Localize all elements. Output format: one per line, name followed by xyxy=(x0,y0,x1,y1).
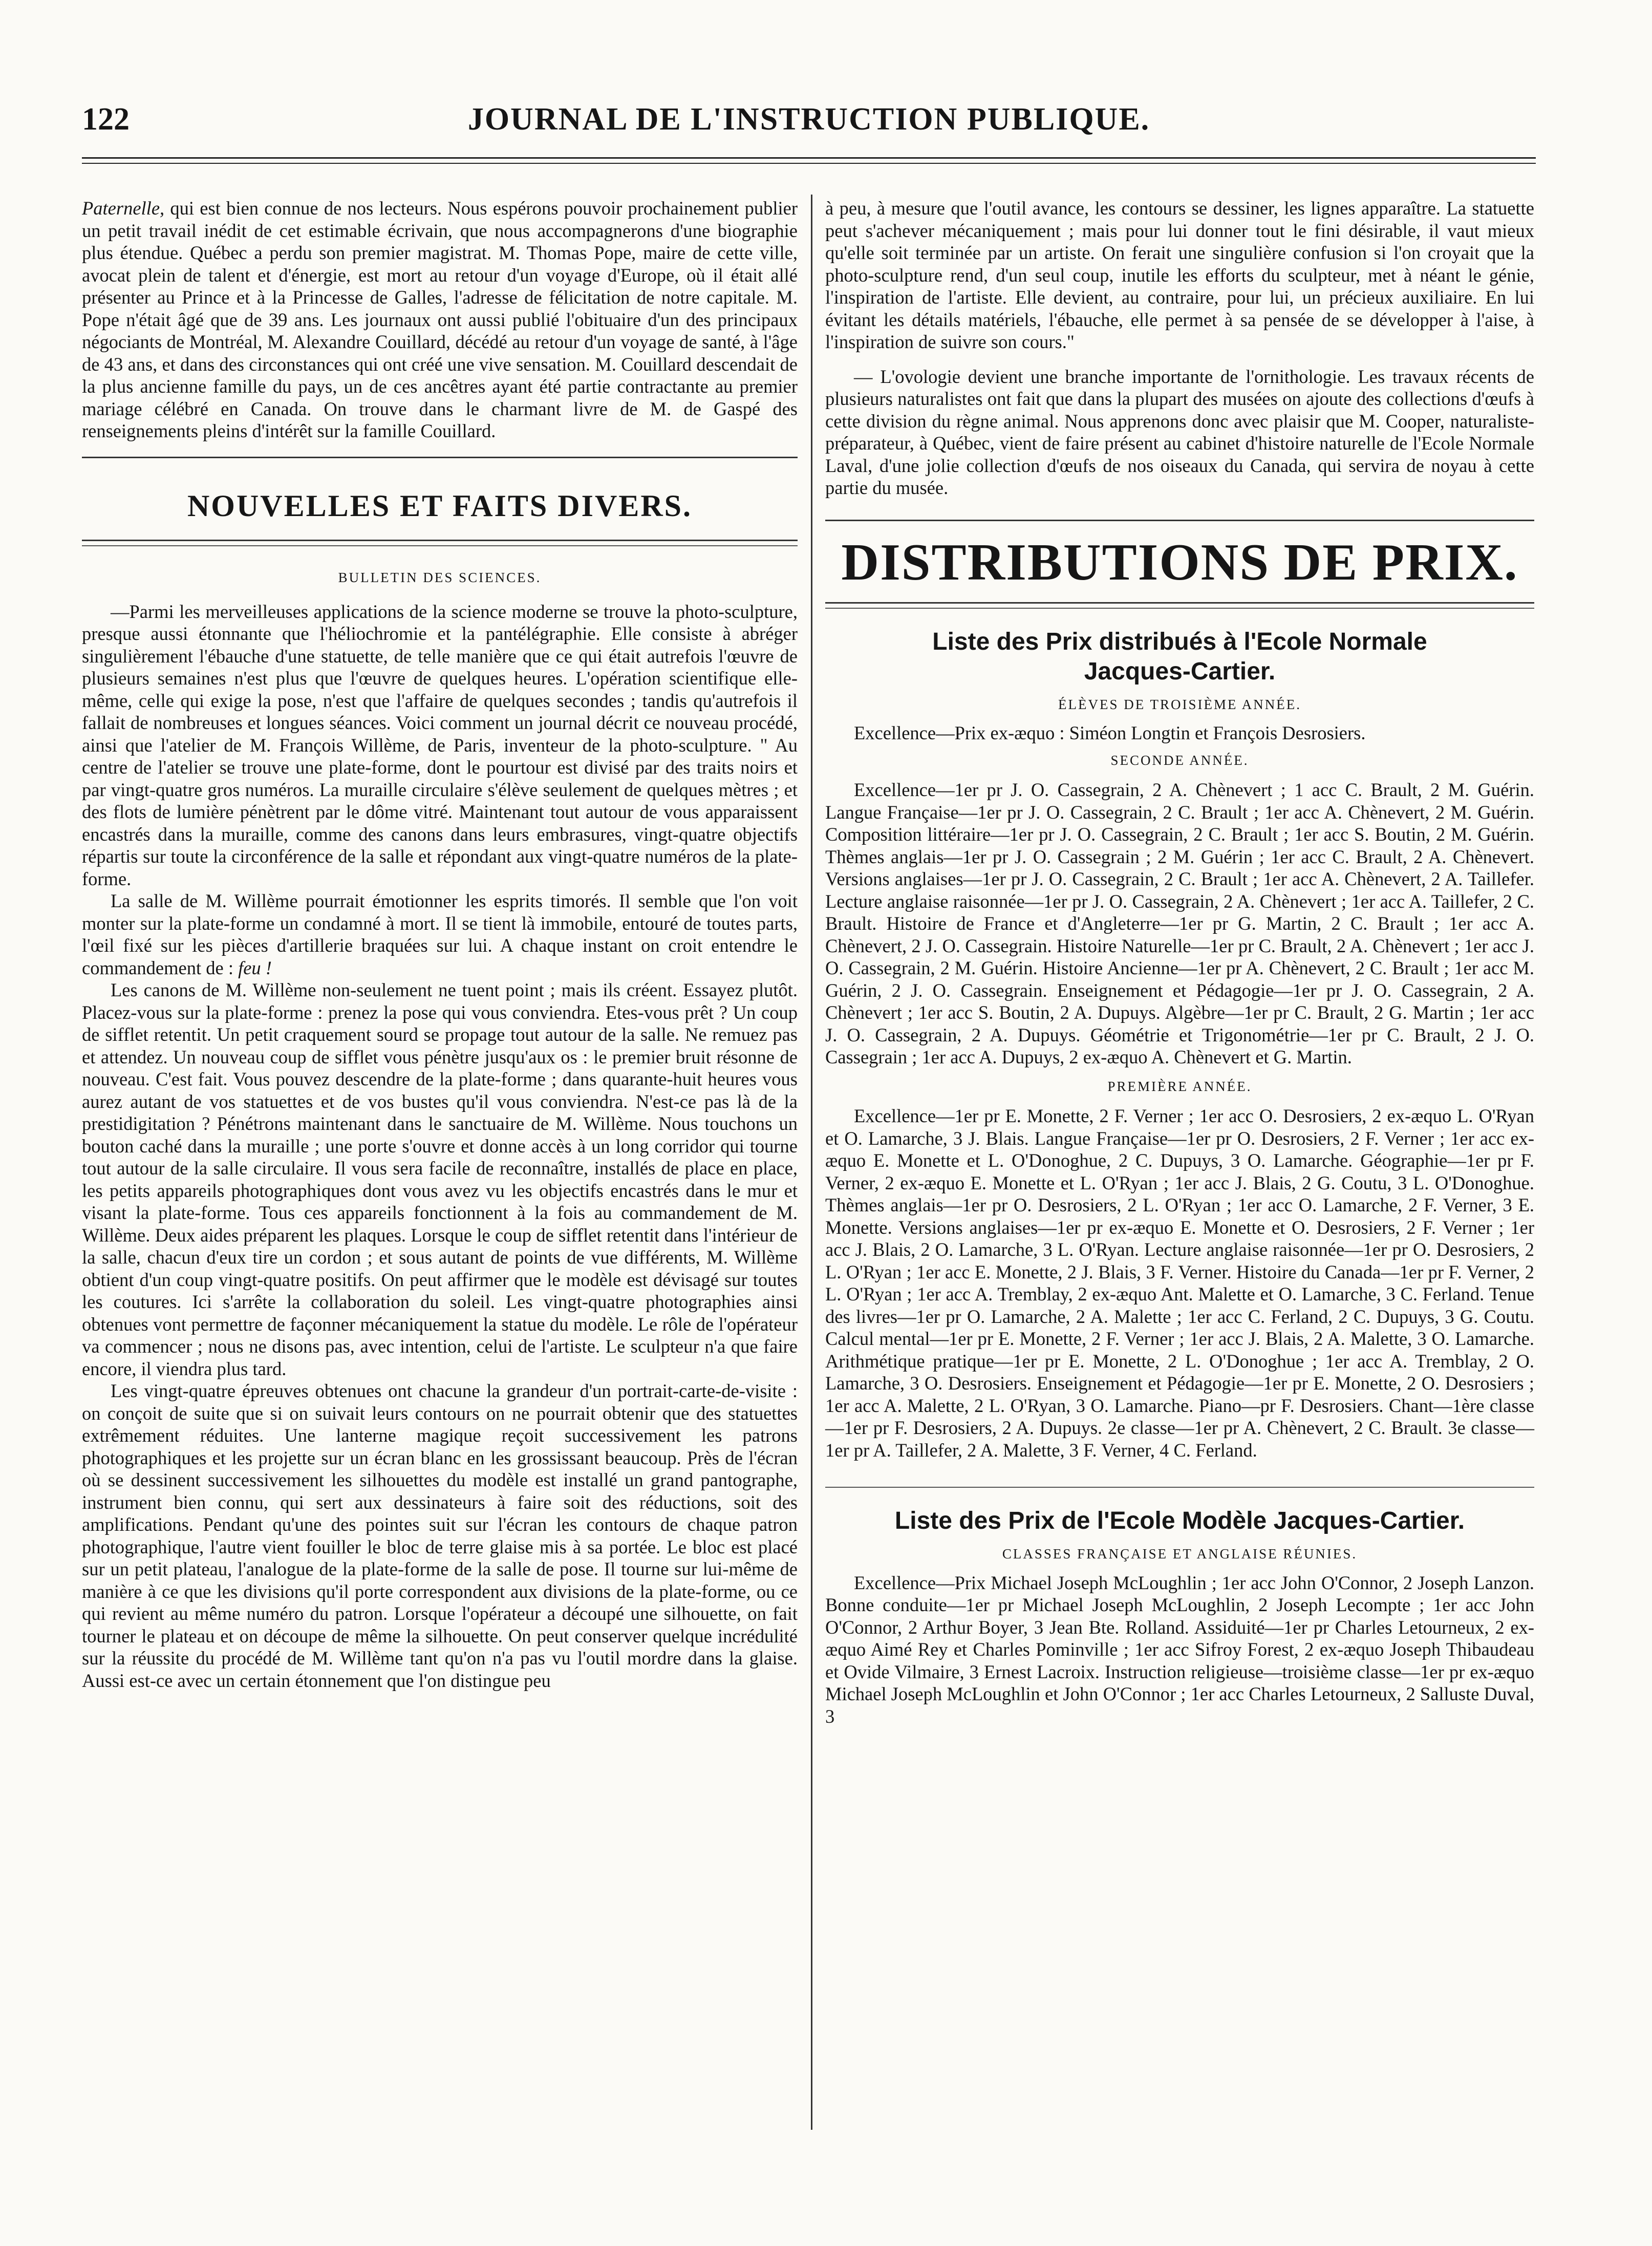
journal-title: JOURNAL DE L'INSTRUCTION PUBLIQUE. xyxy=(467,102,1150,137)
continuation-paragraph: à peu, à mesure que l'outil avance, les contours se dessiner, les lignes apparaître. La statuette peut s'achever mécaniquement ; mais pour lui donner tout le fini désirable, il vaut mieux qu'elle soit terminée par un artiste. On ferait une singulière confusion si l'on croyait que la photo-sculpture rend, d'un seul coup, inutile les efforts du sculpteur, met à néant le génie, l'inspiration de l'artiste. Elle devient, au contraire, pour lui, un précieux auxiliaire. En lui évitant les détails matériels, l'ébauche, elle permet à sa pensée de se développer à l'aise, à l'inspiration de suivre son cours." xyxy=(825,198,1534,352)
subheading-classes: CLASSES FRANÇAISE ET ANGLAISE RÉUNIES. xyxy=(1002,1546,1358,1561)
column-divider xyxy=(811,195,812,2130)
article-paragraph-2-text: La salle de M. Willème pourrait émotionner les esprits timorés. Il semble que l'on voit monter sur la plate-forme un condamné à mort. Il se tient là immobile, entouré de toutes parts, l'œil fixé sur les pièces d'artillerie braquées sur lui. A chaque instant on croit entendre le commandement de : xyxy=(82,890,798,978)
subheading-premiere: PREMIÈRE ANNÉE. xyxy=(1107,1078,1252,1094)
article-paragraph-3: Les canons de M. Willème non-seulement ne tuent point ; mais ils créent. Essayez plutôt. Placez-vous sur la plate-forme : prenez la pose qui vous conviendra. Etes-vous prêt ? Un coup de sifflet retentit. Un petit craquement sourd se propage tout autour de la salle. Ne remuez pas et attendez. Un nouveau coup de sifflet vous pénètre jusqu'aux os : le premier bruit résonne de nouveau. C'est fait. Vous pouvez descendre de la plate-forme ; dans quarante-huit heures vous aurez autant de vos statuettes et de vos bustes qu'il vous conviendra. N'est-ce pas là de la prestidigitation ? Pénétrons maintenant dans le sanctuaire de M. Willème. Nous touchons un bouton caché dans la muraille ; une porte s'ouvre et donne accès à un long corridor qui tourne tout autour de la salle circulaire. Il vous sera facile de reconnaître, installés de place en place, les petits appareils photographiques dont vous avez vu les objectifs encastrés dans le mur et visant la plate-forme. Tous ces appareils fonctionnent à la fois au commandement de M. Willème. Deux aides préparent les plaques. Lorsque le coup de sifflet retentit dans l'intérieur de la salle, chacun d'eux tire un cordon ; et sous autant de points de vue différents, M. Willème obtient d'un coup vingt-quatre positifs. On peut affirmer que le modèle est dévisagé sur toutes les coutures. Ici s'arrête la collaboration du soleil. Les vingt-quatre photographies ainsi obtenues vont permettre de façonner mécaniquement la statue du modèle. Le rôle de l'opérateur va commencer ; nous ne disons pas, avec intention, celui de l'artiste. Le sculpteur n'a que faire encore, il viendra plus tard. xyxy=(82,979,798,1379)
header-rule xyxy=(82,157,1536,159)
prize-text-premiere: Excellence—1er pr E. Monette, 2 F. Verner ; 1er acc O. Desrosiers, 2 ex-æquo L. O'Ryan et O. Lamarche, 3 J. Blais. Langue Française—1er pr O. Desrosiers, 2 F. Verner ; 1er acc ex-æquo E. Monette et L. O'Donoghue, 2 C. Dupuys, 3 O. Lamarche. Géographie—1er pr F. Verner, 2 ex-æquo E. Monette et L. O'Ryan ; 1er acc J. Blais, 2 G. Coutu, 3 L. O'Donoghue. Thèmes anglais—1er pr O. Desrosiers, 2 L. O'Ryan ; 1er acc O. Lamarche, 2 F. Verner, 3 E. Monette. Versions anglaises—1er pr ex-æquo E. Monette et O. Desrosiers, 2 F. Verner ; 1er acc J. Blais, 2 O. Lamarche, 3 L. O'Ryan. Lecture anglaise raisonnée—1er pr O. Desrosiers, 2 L. O'Ryan ; 1er acc E. Monette, 2 J. Blais, 3 F. Verner. Histoire du Canada—1er pr F. Verner, 2 L. O'Ryan ; 1er acc A. Tremblay, 2 ex-æquo Ant. Malette et O. Lamarche, 3 C. Ferland. Tenue des livres—1er pr O. Lamarche, 2 A. Malette ; 1er acc C. Ferland, 2 C. Dupuys, 3 G. Coutu. Calcul mental—1er pr E. Monette, 2 F. Verner ; 1er acc J. Blais, 2 A. Malette, 3 O. Lamarche. Arithmétique pratique—1er pr E. Monette, 2 L. O'Donoghue ; 1er acc A. Tremblay, 2 O. Lamarche, 3 O. Desrosiers. Enseignement et Pédagogie—1er pr E. Monette, 2 O. Desrosiers ; 1er acc A. Malette, 2 L. O'Ryan, 3 O. Lamarche. Piano—pr F. Desrosiers. Chant—1ère classe—1er pr F. Desrosiers, 2 A. Dupuys. 2e classe—1er pr A. Chènevert, 2 C. Brault. 3e classe—1er pr A. Taillefer, 2 A. Malette, 3 F. Verner, 4 C. Ferland. xyxy=(825,1105,1534,1461)
article-paragraph-1: —Parmi les merveilleuses applications de la science moderne se trouve la photo-sculpture, presque aussi étonnante que l'héliochromie et la pantélégraphie. Elle consiste à abréger singulièrement l'ébauche d'une statuette, de telle manière que ce qui était autrefois l'œuvre de plusieurs semaines n'est plus que l'œuvre de quelques heures. L'opération scientifique elle-même, celle qui exige la pose, n'est que l'affaire de quelques secondes ; tandis qu'autrefois il fallait de nombreuses et longues séances. Voici comment un journal décrit ce nouveau procédé, ainsi que l'atelier de M. François Willème, de Paris, inventeur de la photo-sculpture. " Au centre de l'atelier se trouve une plate-forme, dont le pourtour est divisé par des traits noirs et par vingt-quatre gros numéros. La muraille circulaire s'élève seulement de quelques mètres ; et des flots de lumière pénètrent par le dôme vitré. Maintenant tout autour de vous apparaissent encastrés dans la muraille, comme des canons dans leurs embrasures, vingt-quatre objectifs répartis sur toute la circonférence de la salle et répondant aux vingt-quatre numéros de la plate-forme. xyxy=(82,601,798,889)
section-title: NOUVELLES ET FAITS DIVERS. xyxy=(187,488,693,523)
page-header xyxy=(82,101,1536,147)
intro-paragraph xyxy=(82,197,798,442)
list2-title: Liste des Prix de l'Ecole Modèle Jacques-Cartier. xyxy=(894,1507,1465,1534)
article-paragraph-4: Les vingt-quatre épreuves obtenues ont chacune la grandeur d'un portrait-carte-de-visite : on conçoit de suite que si on suivait leurs contours on ne pourrait obtenir que des statuettes extrêmement réduites. Une lanterne magique reçoit successivement les patrons photographiques et les projette sur un écran blanc en les grossissant beaucoup. Près de l'écran où se dessinent successivement les silhouettes du modèle est installé un grand pantographe, instrument bien connu, qui sert aux dessinateurs à faire soit des réductions, soit des amplifications. Pendant qu'une des pointes suit sur l'écran les contours de chaque patron photographique, l'autre vient fouiller le bloc de terre glaise mis à sa portée. Le bloc est placé sur un petit plateau, l'analogue de la plate-forme de la salle de pose. Il tourne sur lui-même de manière à ce que les divisions qu'il porte correspondent aux divisions de la plate-forme, ou ce qui revient au même numéro du patron. Lorsque l'opérateur a découpé une silhouette, on fait tourner le plateau et on découpe de même la silhouette. On peut conserver quelque incrédulité sur la réussite du procédé de M. Willème tant qu'on n'a pas vu l'outil mordre dans la glaise. Aussi est-ce avec un certain étonnement que l'on distingue peu xyxy=(82,1380,798,1691)
subheading-seconde: SECONDE ANNÉE. xyxy=(1110,752,1249,768)
header-rule-thin xyxy=(82,163,1536,164)
distributions-double-rule xyxy=(825,602,1534,609)
section-double-rule xyxy=(82,540,798,546)
intro-italic: Paternelle, xyxy=(82,198,165,219)
list1-title-line2: Jacques-Cartier. xyxy=(1084,657,1276,685)
right-column xyxy=(825,197,1534,1727)
page-number: 122 xyxy=(82,102,130,137)
article-paragraph-2 xyxy=(82,890,798,979)
bulletin-heading: BULLETIN DES SCIENCES. xyxy=(338,570,542,585)
ovologie-paragraph: — L'ovologie devient une branche importante de l'ornithologie. Les travaux récents de plusieurs naturalistes ont fait que dans la plupart des musées on ajoute des collections d'œufs à cette division du règne animal. Nous apprenons donc avec plaisir que M. Cooper, naturaliste-préparateur, à Québec, vient de faire présent au cabinet d'histoire naturelle de l'Ecole Normale Laval, d'une jolie collection d'œufs de nos oiseaux du Canada, qui servira de noyau à cette partie du musée. xyxy=(825,366,1534,498)
prize-text-seconde: Excellence—1er pr J. O. Cassegrain, 2 A. Chènevert ; 1 acc C. Brault, 2 M. Guérin. Langue Française—1er pr J. O. Cassegrain, 2 C. Brault ; 1er acc A. Chènevert, 2 M. Guérin. Composition littéraire—1er pr J. O. Cassegrain, 2 C. Brault ; 1er acc S. Boutin, 2 M. Guérin. Thèmes anglais—1er pr J. O. Cassegrain ; 2 M. Guérin ; 1er acc C. Brault, 2 A. Chènevert. Versions anglaises—1er pr J. O. Cassegrain, 2 C. Brault ; 1er acc A. Chènevert, 2 A. Taillefer. Lecture anglaise raisonnée—1er pr J. O. Cassegrain, 2 A. Chènevert ; 1er acc A. Taillefer, 2 C. Brault. Histoire de France et d'Angleterre—1er pr G. Martin, 2 C. Brault ; 1er acc A. Chènevert, 2 J. O. Cassegrain. Histoire Naturelle—1er pr C. Brault, 2 A. Chènevert ; 1er acc J. O. Cassegrain, 2 M. Guérin. Histoire Ancienne—1er pr A. Chènevert, 2 C. Brault ; 1er acc M. Guérin, 2 J. O. Cassegrain. Enseignement et Pédagogie—1er pr J. O. Cassegrain, 2 A. Chènevert ; 1er acc S. Boutin, 2 A. Dupuys. Algèbre—1er pr C. Brault, 2 G. Martin ; 1er acc J. O. Cassegrain, 2 A. Dupuys. Géométrie et Trigonométrie—1er pr C. Brault, 2 J. O. Cassegrain ; 1er acc A. Dupuys, 2 ex-æquo A. Chènevert et G. Martin. xyxy=(825,779,1534,1067)
left-column xyxy=(82,197,798,1692)
article-paragraph-2-italic: feu ! xyxy=(238,957,272,978)
subheading-troisieme: ÉLÈVES DE TROISIÈME ANNÉE. xyxy=(1058,696,1301,712)
intro-text: qui est bien connue de nos lecteurs. Nous espérons pouvoir prochainement publier un petit travail inédit de cet estimable écrivain, que nous accompagnerons d'une biographie plus étendue. Québec a perdu son premier magistrat. M. Thomas Pope, maire de cette ville, avocat plein de talent et d'énergie, est mort au retour d'un voyage d'Europe, où il était allé présenter au Prince et à la Princesse de Galles, l'adresse de félicitation de notre capitale. M. Pope n'était âgé que de 39 ans. Les journaux ont aussi publié l'obituaire d'un des principaux négociants de Montréal, M. Alexandre Couillard, décédé au retour d'un voyage de santé, à l'âge de 43 ans, et dans des circonstances qui ont créé une vive sensation. M. Couillard descendait de la plus ancienne famille du pays, un de ces ancêtres ayant été partie contractante au premier mariage célébré en Canada. On trouve dans le charmant livre de M. de Gaspé des renseignements pleins d'intérêt sur la famille Couillard. xyxy=(82,198,798,441)
distributions-title: DISTRIBUTIONS DE PRIX. xyxy=(841,533,1518,591)
list1-title-line1: Liste des Prix distribués à l'Ecole Normale xyxy=(932,628,1427,655)
prize-text-ecole-modele: Excellence—Prix Michael Joseph McLoughlin ; 1er acc John O'Connor, 2 Joseph Lanzon. Bonne conduite—1er pr Michael Joseph McLoughlin, 2 Joseph Lecompte ; 1er acc John O'Connor, 2 Arthur Boyer, 3 Jean Bte. Rolland. Assiduité—1er pr Charles Letourneux, 2 ex-æquo Aimé Rey et Charles Pominville ; 1er acc Sifroy Forest, 2 ex-æquo Joseph Thibaudeau et Ovide Vilmaire, 3 Ernest Lacroix. Instruction religieuse—troisième classe—1er pr ex-æquo Michael Joseph McLoughlin et John O'Connor ; 1er acc Charles Letourneux, 2 Salluste Duval, 3 xyxy=(825,1572,1534,1727)
prize-text-troisieme: Excellence—Prix ex-æquo : Siméon Longtin et François Desrosiers. xyxy=(854,722,1366,743)
